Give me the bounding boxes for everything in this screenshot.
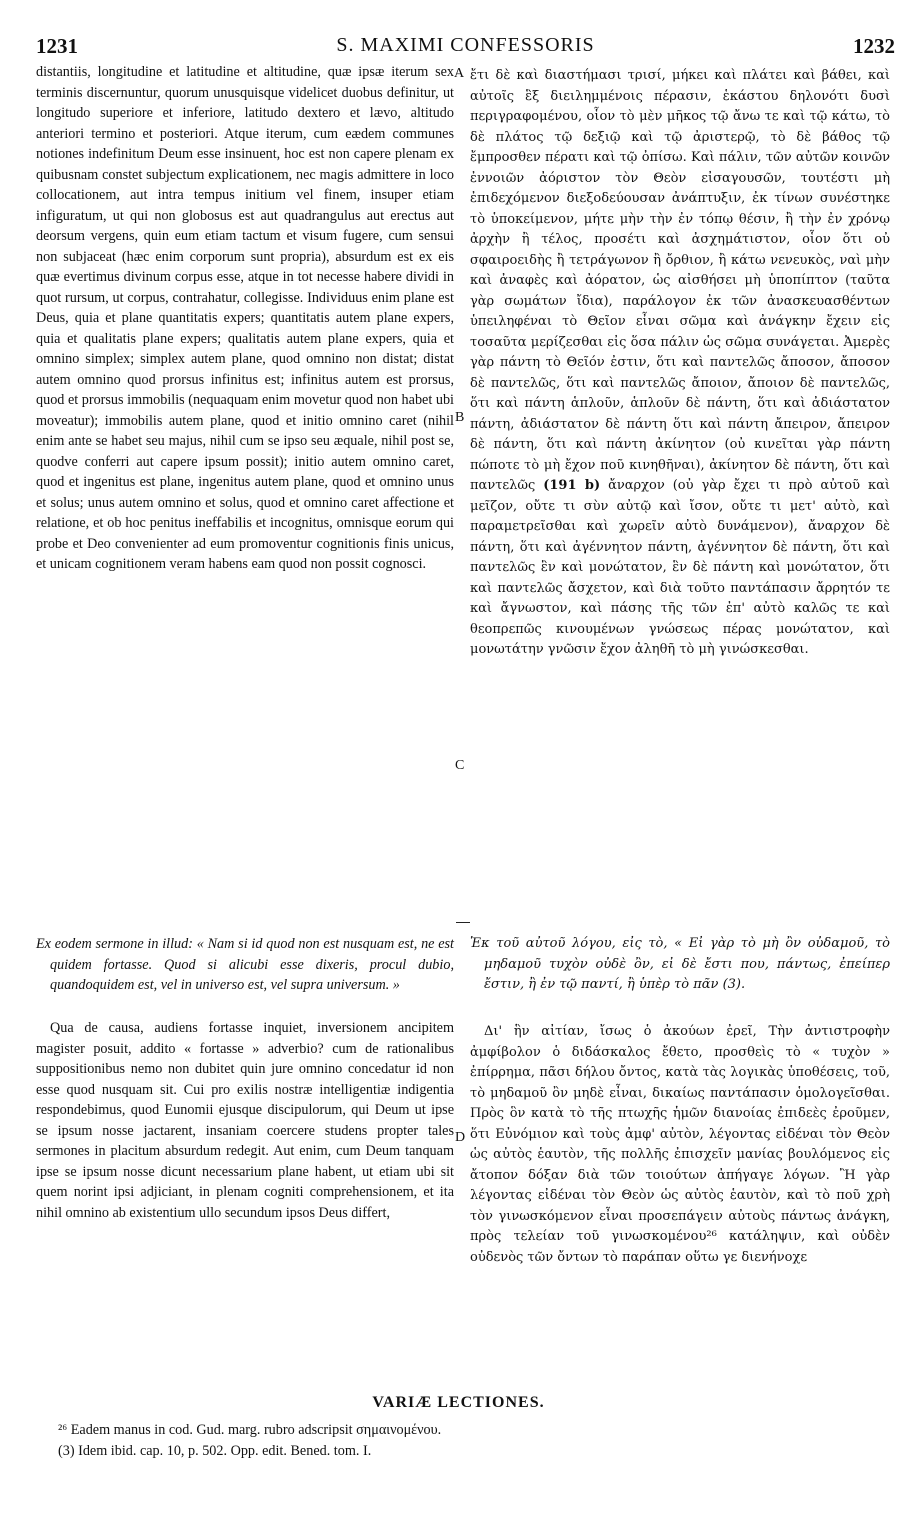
variae-lectiones-heading: VARIÆ LECTIONES. (372, 1394, 545, 1411)
greek-section-title (470, 934, 890, 996)
latin-paragraph: distantiis, longitudine et latitudine et altitudine, quæ ipsæ iterum sex terminis discernuntur, quorum unusquisque videlicet duobus definitur, ut longitudo superiore et inferiore, latitudo dextero et lævo, altitudo anteriori termino et posteriori. Atque iterum, cum eædem communes notiones indefinitum Deum esse insinuent, hoc est non capere plenam ex quibusnam constet subjectum explicationem, nec magis admittere in loco collocationem, aut intra tempus initium vel finem, insuper etiam infiguratum, ut qui non globosus est aut quadrangulus aut erectus aut deorsum vergens, quin eum etiam tactum et visum fugere, cum sensui non subjaceat (hæc enim corporum sunt propria), absurdum est ex eis quæ evertimus divinum corpus esse, atque in tot necesse habere dividi in quot rursum, ut corpus, contrahatur, collegisse. Individuus enim plane est Deus, quia et plane quantitatis expers; quantitatis autem plane expers, quia et qualitatis plane expers; qualitatis autem plane expers, quia et omnino simplex; simplex autem plane, quod omnino non distat; distat autem omnino quod prorsus infinitus est; infinitus autem est prorsus, quod et prorsus immobilis (nequaquam enim movetur quod non habet ubi moveatur); immobilis autem plane, quod et initio omnino caret (nihil enim ante se habet seu majus, nihil cum se ipso seu æquale, nihil post se, quodve conferri aut capere ipsum possit); initio autem omnino caret, quod et ingenitus est plane, ingenitus autem plane, quod et omnino unus et solus; unus autem omnino et solus, quod et omnino caret affectione et relatione, et ob hoc penitus ineffabilis et incognitus, omnisque eorum qui probe et Deo convenienter ad eum promoventur cognitionis finis unicus, et unicam cognitionem veram habens eam quod non possit cognosci. (36, 64, 454, 572)
greek-title-text: Ἐκ τοῦ αὐτοῦ λόγου, εἰς τὸ, « Εἰ γὰρ τὸ μὴ ὂν οὐδαμοῦ, τὸ μηδαμοῦ τυχὸν οὐδὲ ὂν, εἰ δὲ ἔστι που, πάντως, ἐπείπερ ἔστιν, ἢ ἐν τῷ παντί, ἢ ὑπὲρ τὸ πᾶν (3). (470, 936, 890, 992)
page-number-left: 1231 (36, 34, 78, 58)
footnote-3: (3) Idem ibid. cap. 10, p. 502. Opp. edit. Bened. tom. I. (58, 1442, 372, 1459)
running-title: S. MAXIMI CONFESSORIS (336, 34, 595, 56)
footnote-26: ²⁶ Eadem manus in cod. Gud. marg. rubro adscripsit σημαινομένου. (58, 1422, 442, 1438)
page-number-right: 1232 (853, 34, 895, 58)
greek-column-1 (470, 66, 890, 661)
running-header (36, 34, 895, 60)
latin-title-text: Ex eodem sermone in illud: « Nam si id quod non est nusquam est, ne est quidem fortasse. Quod si alicubi esse dixeris, procul dubio, quandoquidem est, vel in universo est, vel supra universum. » (36, 936, 454, 993)
margin-marker-b: B (455, 410, 465, 425)
latin-column-1 (36, 62, 454, 575)
greek-text-part1: ἔτι δὲ καὶ διαστήμασι τρισί, μήκει καὶ πλάτει καὶ βάθει, καὶ αὐτοῖς ἓξ διειλημμένοις πέρασιν, ἑκάστου δηλονότι δυσὶ περιγραφομένου, οἷον τὸ μὲν μῆκος τῷ ἄνω τε καὶ τῷ κάτω, τὸ δὲ πλάτος τῷ δεξιῷ καὶ τῷ ἀριστερῷ, τὸ δὲ βάθος τῷ ἔμπροσθεν πέρατι καὶ τῷ ὀπίσω. Καὶ πάλιν, τῶν αὐτῶν κοινῶν ἐννοιῶν ἀόριστον τὸν Θεὸν εἰσαγουσῶν, τουτέστι μὴ ἐπιδεχόμενον διεξοδεύουσαν ἀνάπτυξιν, ἐκ τίνων συνέστηκε τὸ ὑποκείμενον, μήτε μὴν τὴν ἐν τόπῳ θέσιν, ἢ τὴν ἐν χρόνῳ ἀρχὴν ἢ τέλος, προσέτι καὶ ἀσχημάτιστον, οἷον ὅτι οὐ σφαιροειδὴς ἢ τετράγωνον ἢ ὄρθιον, ἢ κάτω νενευκὸς, ναὶ μὴν καὶ ἀναφὲς καὶ ἀόρατον, ὡς αἰσθήσει μὴ ὑποπίπτον (ταῦτα γὰρ σωμάτων ἴδια), παράλογον ἐκ τῶν ἀνασκευασθέντων ὑπειληφέναι τὸ Θεῖον εἶναι σῶμα καὶ ἀνάγκην ἔχειν εἰς τοσαῦτα μερίζεσθαι εἰς ὅσα πάλιν ὡς σῶμα συνάγεται. Ἀμερὲς γὰρ πάντη τὸ Θεῖόν ἐστιν, ὅτι καὶ παντελῶς ἄποσον, ἄποσον δὲ παντελῶς, ὅτι καὶ παντελῶς ἄποιον, ἄποιον δὲ παντελῶς, ὅτι καὶ πάντη ἁπλοῦν, ἁπλοῦν δὲ πάντη, ὅτι καὶ ἀδιάστατον πάντη, ἀδιάστατον δὲ πάντη ὅτι καὶ πάντη ἄπειρον, ἄπειρον δὲ πάντη, ὅτι καὶ πάντη ἀκίνητον (οὐ κινεῖται γὰρ πάντη πώποτε τὸ μὴ ἔχον ποῦ κινηθῆναι), ἀκίνητον δὲ πάντη, ὅτι καὶ παντελῶς (470, 68, 890, 493)
margin-marker-c: C (455, 758, 465, 773)
greek-text-part2: ἄναρχον (οὐ γὰρ ἔχει τι πρὸ αὐτοῦ καὶ μεῖζον, οὔτε τι σὺν αὐτῷ καὶ ἴσον, οὔτε τι μετ' αὐτὸ, καὶ παραμετρεῖσθαι καὶ χωρεῖν αὐτὸ δυνάμενον), ἄναρχον δὲ πάντη, ὅτι καὶ ἀγέννητον πάντη, ἀγέννητον δὲ πάντη, ὅτι καὶ παντελῶς ἓν καὶ μονώτατον, ἓν δὲ πάντη καὶ μονώτατον, ὅτι καὶ παντελῶς ἄσχετον, καὶ διὰ τοῦτο παντάπασιν ἄρρητόν τε καὶ ἄγνωστον, καὶ πάσης τῆς τῶν ἐπ' αὐτὸ καλῶς τε καὶ θεοπρεπῶς κινουμένων γνώσεως πέρας μονώτατον, καὶ μονωτάτην γνῶσιν ἔχον ἀληθῆ τὸ μὴ γινώσκεσθαι. (470, 478, 890, 657)
margin-marker-d: D (455, 1130, 466, 1145)
page-marker: (191 b) (543, 478, 601, 493)
latin-section-title (36, 934, 454, 996)
column-divider-rule (456, 922, 470, 923)
latin-paragraph-2: Qua de causa, audiens fortasse inquiet, inversionem ancipitem magister posuit, addito « fortasse » adverbio? cum de rationalibus suppositionibus nemo non dubitet quin jure omnino concedatur id non esse quod nusquam sit. Cui pro exilis nostræ intelligentiæ indigentia respondebimus, quod Eunomii ejusque discipulorum, qui Deum ut ipse se ipsum nosse jactarent, insaniam coercere studens propter tales sermones in placitum absurdum redegit. Aut enim, cum Deum tanquam ipse se ipsum nosse dicunt necessarium plane habent, ut etiam ubi sit quem norint ipsi adjiciant, in plenam cogniti comprehensionem, et ita nihil omnino ab existentium ullo secundum ipsos Deus differt, (36, 1020, 454, 1221)
latin-column-2 (36, 1018, 454, 1223)
margin-marker-a: A (454, 66, 465, 81)
greek-column-2 (470, 1022, 890, 1268)
footnotes (36, 1420, 890, 1461)
greek-paragraph-2: Δι' ἣν αἰτίαν, ἴσως ὁ ἀκούων ἐρεῖ, Τὴν ἀντιστροφὴν ἀμφίβολον ὁ διδάσκαλος ἔθετο, προσθεὶς τὸ « τυχὸν » ἐπίρρημα, πᾶσι δήλου ὄντος, κατὰ τὰς λογικὰς ὑποθέσεις, τοῦ, τὸ μηδαμοῦ ὂν μηδὲ εἶναι, δικαίως παντάπασιν ὁμολογεῖσθαι. Πρὸς ὃν κατὰ τὸ τῆς πτωχῆς ἡμῶν διανοίας ἐπιδεὲς ἐροῦμεν, ὅτι Εὐνόμιον καὶ τοὺς ἀμφ' αὐτὸν, λέγοντας εἰδέναι τὸν Θεὸν ὡς αὐτὸς ἑαυτὸν, τῆς πολλῆς ἐπισχεῖν μανίας βουλόμενος εἰς ἄτοπον δόξαν διὰ τῶν τοιούτων ἀπήγαγε λόγων. Ἢ γὰρ λέγοντας εἰδέναι τὸν Θεὸν ὡς αὐτὸς ἑαυτὸν, καὶ τὸ ποῦ χρὴ τὸν γινωσκόμενον εἶναι προσεπάγειν αὐτοὺς πάντως ἀνάγκη, πρὸς τελείαν τοῦ γινωσκομένου²⁶ κατάληψιν, καὶ οὐδὲν οὐδενὸς τῶν ὄντων τὸ παράπαν οὕτω γε διενήνοχε (470, 1024, 890, 1265)
greek-paragraph (470, 66, 890, 661)
